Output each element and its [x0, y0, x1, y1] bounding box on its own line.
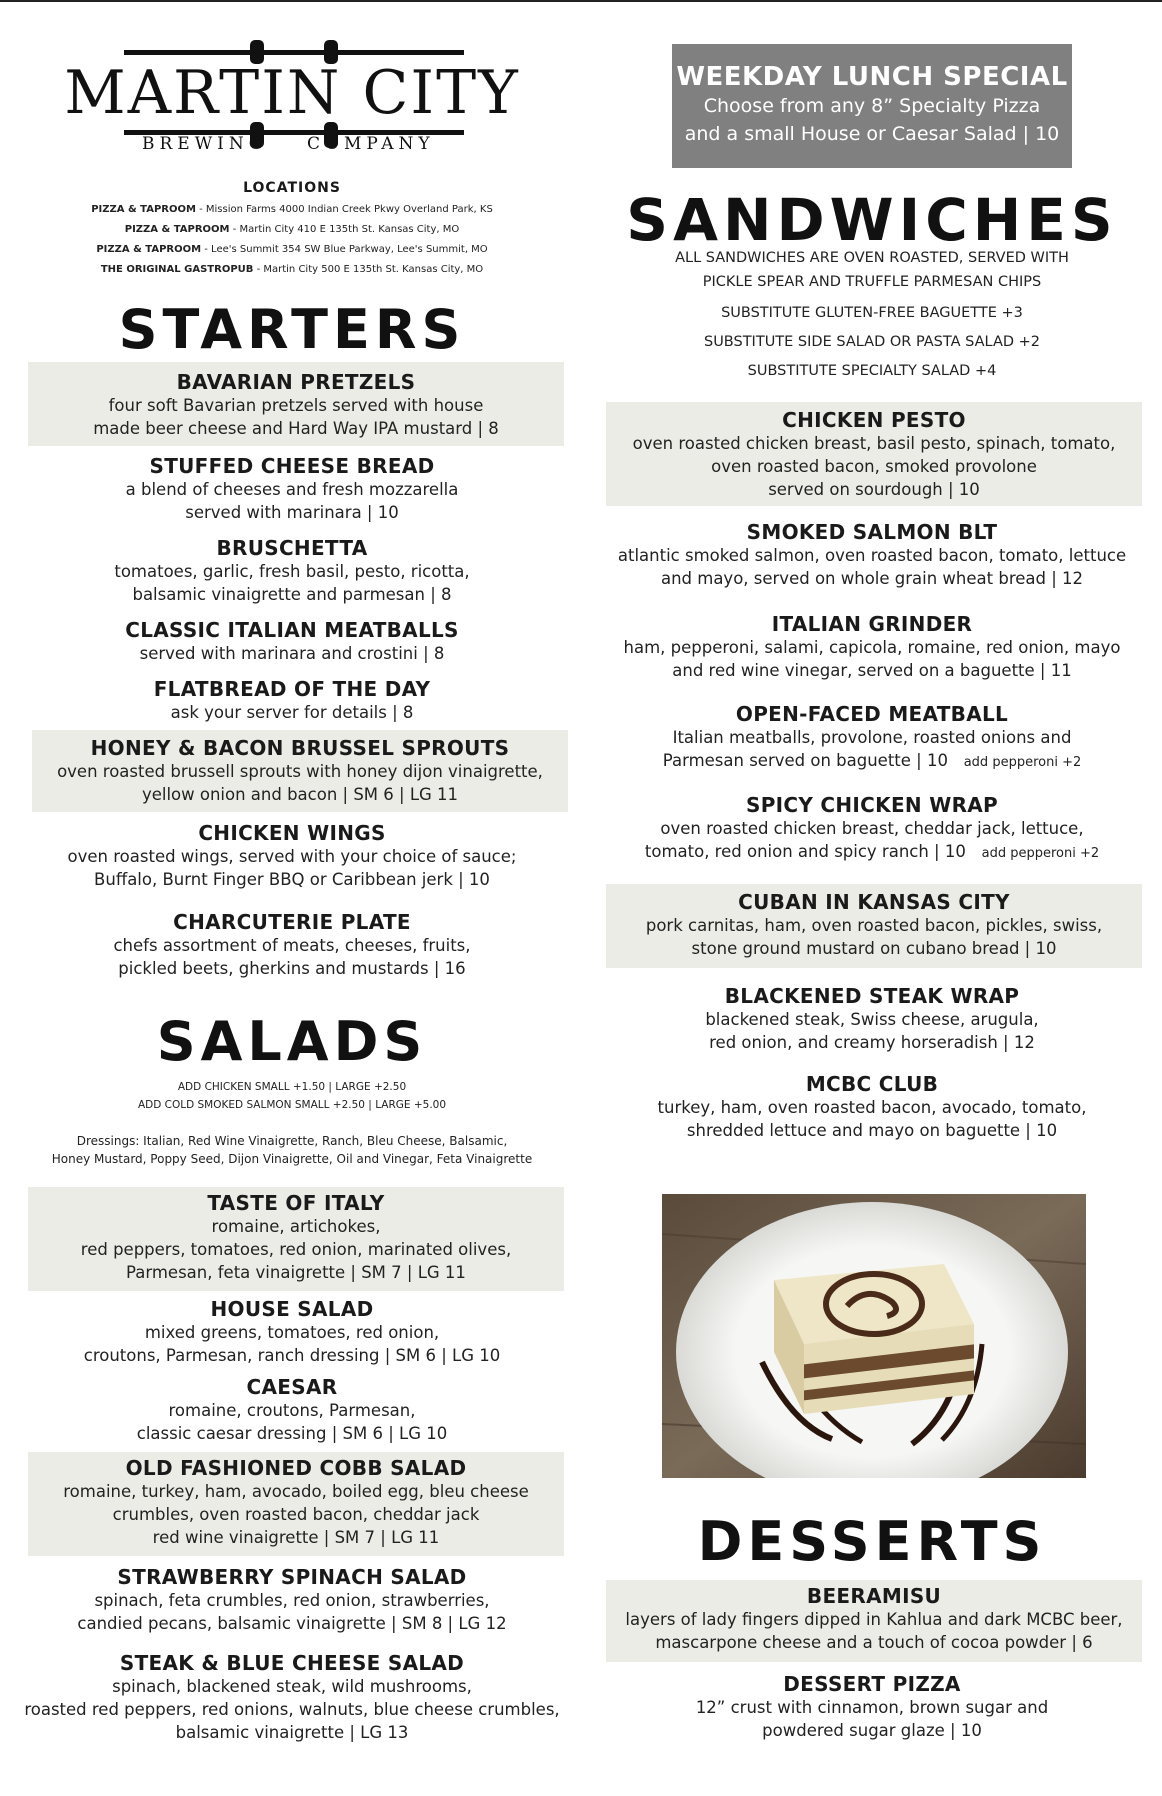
- location-line: THE ORIGINAL GASTROPUB - Martin City 500 E 135th St. Kansas City, MO: [100, 264, 484, 275]
- lunch-special-title: WEEKDAY LUNCH SPECIAL: [676, 62, 1068, 92]
- substitute-note: SUBSTITUTE SIDE SALAD OR PASTA SALAD +2: [703, 334, 1041, 350]
- menu-item: HOUSE SALAD mixed greens, tomatoes, red onion, croutons, Parmesan, ranch dressing | SM 6 | LG 10: [83, 1297, 501, 1365]
- sandwiches-intro: ALL SANDWICHES ARE OVEN ROASTED, SERVED WITH PICKLE SPEAR AND TRUFFLE PARMESAN CHIPS: [675, 250, 1069, 290]
- location-line: PIZZA & TAPROOM - Martin City 410 E 135th St. Kansas City, MO: [124, 224, 460, 235]
- menu-item: SMOKED SALMON BLT atlantic smoked salmon, oven roasted bacon, tomato, lettuce and mayo, served on whole grain wheat bread | 12: [617, 520, 1127, 588]
- add-pepperoni-note: add pepperoni +2: [981, 846, 1100, 861]
- menu-item: BEERAMISU layers of lady fingers dipped in Kahlua and dark MCBC beer, mascarpone cheese and a touch of cocoa powder | 6: [606, 1580, 1142, 1662]
- menu-item: CHARCUTERIE PLATE chefs assortment of meats, cheeses, fruits, pickled beets, gherkins and mustards | 16: [113, 910, 471, 978]
- brand-sub-right: COMPANY: [307, 134, 435, 154]
- menu-item: BLACKENED STEAK WRAP blackened steak, Swiss cheese, arugula, red onion, and creamy horseradish | 12: [705, 984, 1039, 1052]
- lunch-special-line: Choose from any 8” Specialty Pizza: [703, 95, 1041, 117]
- lunch-special-box: [672, 44, 1072, 168]
- menu-item: CHICKEN PESTO oven roasted chicken breast, basil pesto, spinach, tomato, oven roasted bacon, smoked provolone served on sourdough | 10: [606, 402, 1142, 506]
- add-pepperoni-note: add pepperoni +2: [963, 755, 1082, 770]
- location-line: PIZZA & TAPROOM - Lee's Summit 354 SW Blue Parkway, Lee's Summit, MO: [96, 244, 488, 255]
- salad-addon-salmon: ADD COLD SMOKED SALMON SMALL +2.50 | LARGE +5.00: [137, 1099, 447, 1111]
- menu-item: DESSERT PIZZA 12” crust with cinnamon, brown sugar and powdered sugar glaze | 10: [695, 1672, 1049, 1740]
- brand-name: MARTIN CITY: [64, 58, 520, 128]
- brand-logo: [24, 38, 560, 166]
- sandwiches-title: SANDWICHES: [626, 186, 1118, 254]
- top-border: [0, 0, 1162, 2]
- dessert-photo: [662, 1194, 1086, 1478]
- menu-item: CUBAN IN KANSAS CITY pork carnitas, ham, oven roasted bacon, pickles, swiss, stone ground mustard on cubano bread | 10: [606, 884, 1142, 968]
- brand-sub-left: BREWING: [142, 134, 268, 154]
- menu-item: BRUSCHETTA tomatoes, garlic, fresh basil, pesto, ricotta, balsamic vinaigrette and parmesan | 8: [114, 536, 470, 604]
- substitute-note: SUBSTITUTE GLUTEN-FREE BAGUETTE +3: [721, 305, 1023, 321]
- locations: [24, 180, 560, 280]
- menu-item: MCBC CLUB turkey, ham, oven roasted bacon, avocado, tomato, shredded lettuce and mayo on baguette | 10: [657, 1072, 1087, 1140]
- menu-item: STUFFED CHEESE BREAD a blend of cheeses and fresh mozzarella served with marinara | 10: [125, 454, 459, 522]
- beeramisu-image: [662, 1194, 1086, 1478]
- menu-item: CLASSIC ITALIAN MEATBALLS served with marinara and crostini | 8: [125, 618, 459, 663]
- menu-item: FLATBREAD OF THE DAY ask your server for details | 8: [153, 677, 431, 722]
- locations-heading: LOCATIONS: [243, 180, 341, 196]
- menu-item: STRAWBERRY SPINACH SALAD spinach, feta crumbles, red onion, strawberries, candied pecans, balsamic vinaigrette | SM 8 | LG 12: [77, 1565, 507, 1633]
- menu-item: CAESAR romaine, croutons, Parmesan, classic caesar dressing | SM 6 | LG 10: [136, 1375, 448, 1443]
- menu-item: ITALIAN GRINDER ham, pepperoni, salami, capicola, romaine, red onion, mayo and red wine vinegar, served on a baguette | 11: [623, 612, 1121, 680]
- menu-item: CHICKEN WINGS oven roasted wings, served with your choice of sauce; Buffalo, Burnt Finger BBQ or Caribbean jerk | 10: [67, 821, 517, 889]
- starters-title: STARTERS: [118, 298, 466, 361]
- salads-title: SALADS: [156, 1010, 428, 1073]
- menu-item: OLD FASHIONED COBB SALAD romaine, turkey, ham, avocado, boiled egg, bleu cheese crumbles, oven roasted bacon, cheddar jack red wine vinaigrette | SM 7 | LG 11: [28, 1452, 564, 1556]
- salad-addon-chicken: ADD CHICKEN SMALL +1.50 | LARGE +2.50: [177, 1081, 407, 1093]
- menu-item: HONEY & BACON BRUSSEL SPROUTS oven roasted brussell sprouts with honey dijon vinaigrette, yellow onion and bacon | SM 6 | LG 11: [32, 730, 568, 812]
- menu-item: SPICY CHICKEN WRAP oven roasted chicken breast, cheddar jack, lettuce, tomato, red onion and spicy ranch | 10 add pepperoni +2: [644, 793, 1100, 861]
- menu-item: BAVARIAN PRETZELS four soft Bavarian pretzels served with house made beer cheese and Hard Way IPA mustard | 8: [28, 362, 564, 446]
- menu-item: OPEN-FACED MEATBALL Italian meatballs, provolone, roasted onions and Parmesan served on baguette | 10 add pepperoni +2: [662, 702, 1082, 770]
- menu-item: STEAK & BLUE CHEESE SALAD spinach, blackened steak, wild mushrooms, roasted red peppers, red onions, walnuts, blue cheese crumbles, balsamic vinaigrette | LG 13: [24, 1651, 560, 1742]
- salad-dressings: Dressings: Italian, Red Wine Vinaigrette, Ranch, Bleu Cheese, Balsamic, Honey Mustard, Poppy Seed, Dijon Vinaigrette, Oil and Vinegar, Feta Vinaigrette: [51, 1134, 533, 1166]
- desserts-title: DESSERTS: [697, 1510, 1047, 1573]
- lunch-special-line: and a small House or Caesar Salad | 10: [684, 123, 1060, 145]
- menu-item: TASTE OF ITALY romaine, artichokes, red peppers, tomatoes, red onion, marinated olives, Parmesan, feta vinaigrette | SM 7 | LG 11: [28, 1187, 564, 1291]
- location-line: PIZZA & TAPROOM - Mission Farms 4000 Indian Creek Pkwy Overland Park, KS: [91, 204, 493, 215]
- substitute-note: SUBSTITUTE SPECIALTY SALAD +4: [747, 363, 997, 379]
